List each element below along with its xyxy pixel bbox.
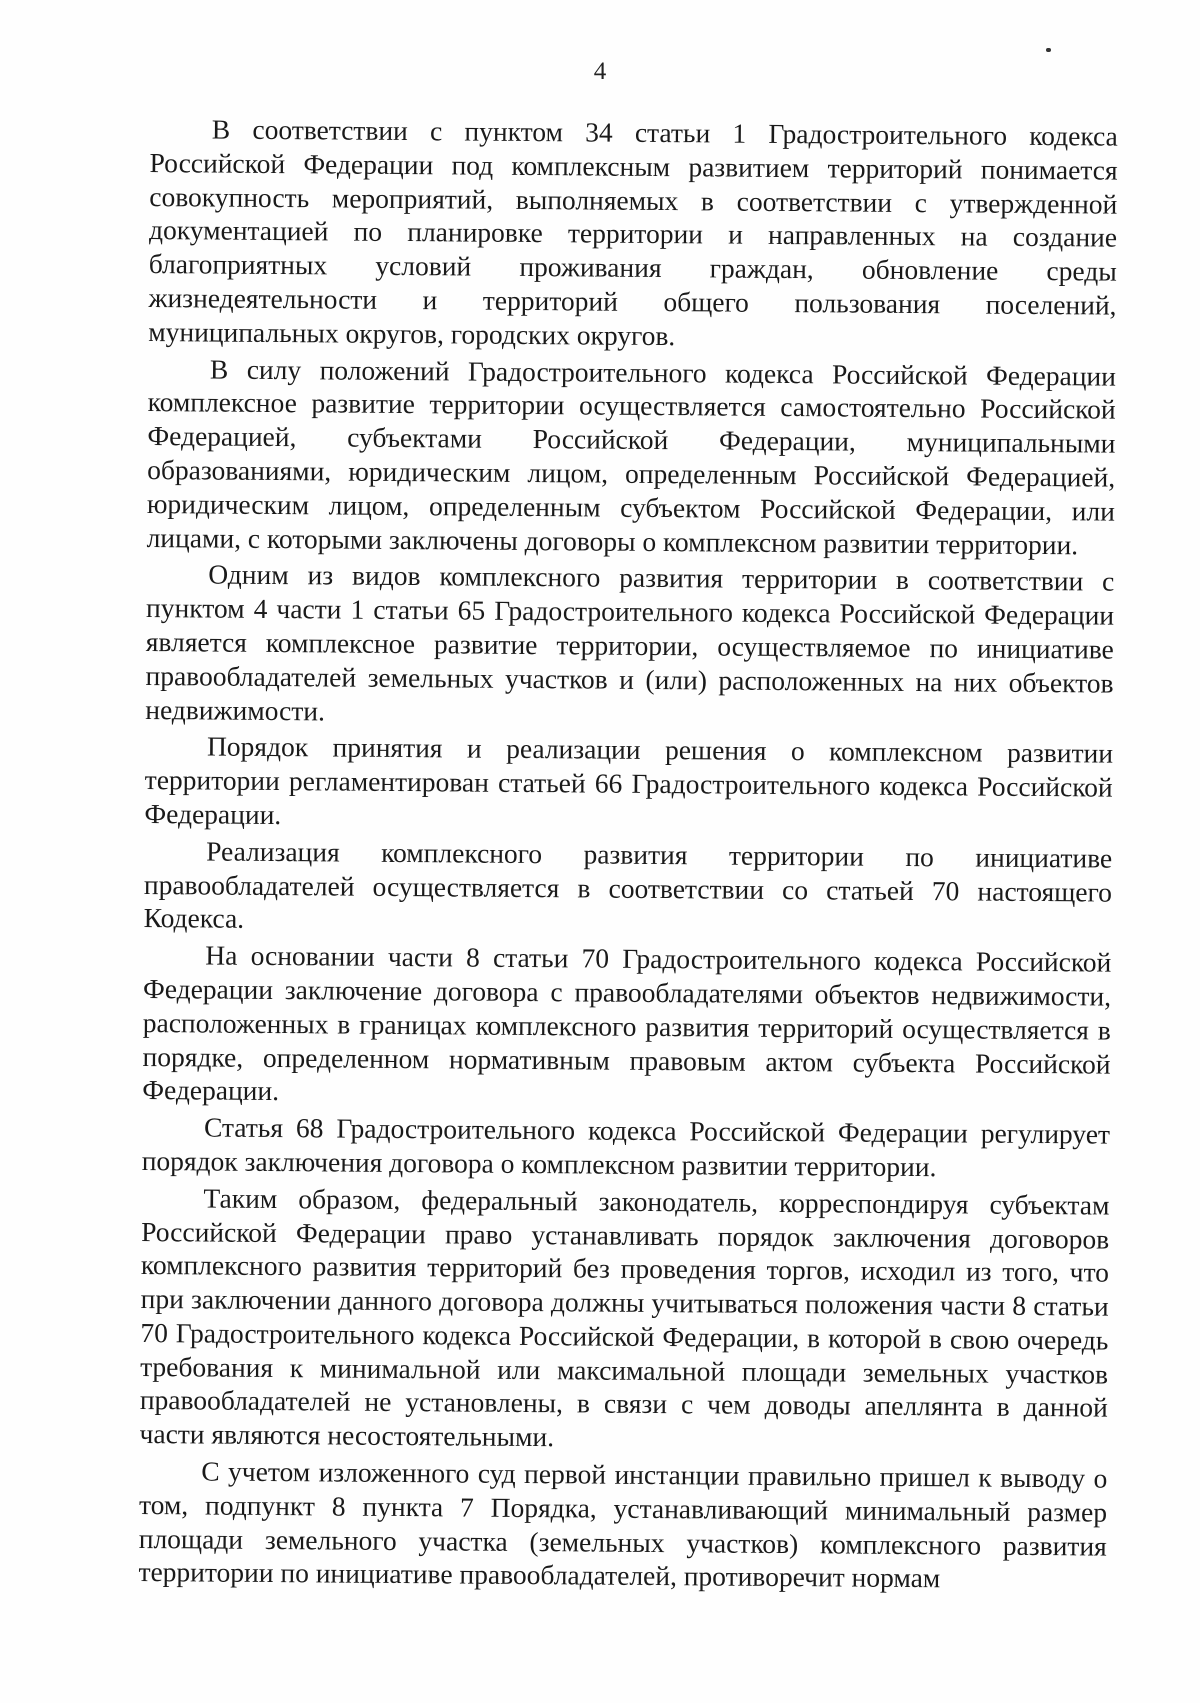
paragraph: Таким образом, федеральный законодатель, корреспондируя субъектам Российской Федерации право устанавливать порядок заключения договоров комплексного развития территорий без проведения торгов, исходил из того, что при заключении данного договора должны учитываться положения части 8 статьи 70 Градостроительного кодекса Российской Федерации, в которой в свою очередь требования к минимальной или максимальной площади земельных участков правообладателей не установлены, в связи с чем доводы апеллянта в данной части являются несостоятельными.	[139, 1182, 1110, 1453]
paragraph: Реализация комплексного развития территории по инициативе правообладателей осуществляется в соответствии со статьей 70 настоящего Кодекса.	[143, 835, 1113, 935]
paragraph: Порядок принятия и реализации решения о комплексном развитии территории регламентирован статьей 66 Градостроительного кодекса Российской Федерации.	[144, 730, 1114, 830]
paragraph: В соответствии с пунктом 34 статьи 1 Градостроительного кодекса Российской Федерации под комплексным развитием территорий понимается совокупность мероприятий, выполняемых в соответствии с утвержденной документацией по планировке территории и направленных на создание благоприятных условий проживания граждан, обновление среды жизнедеятельности и территорий общего пользования поселений, муниципальных округов, городских округов.	[148, 113, 1118, 351]
paragraph: С учетом изложенного суд первой инстанции правильно пришел к выводу о том, подпункт 8 пункта 7 Порядка, устанавливающий минимальный размер площади земельного участка (земельных участков) комплексного развития территории по инициативе правообладателей, противоречит нормам	[138, 1455, 1108, 1594]
paragraph: На основании части 8 статьи 70 Градостроительного кодекса Российской Федерации заключение договора с правообладателями объектов недвижимости, расположенных в границах комплексного развития территорий осуществляется в порядке, определенном нормативным правовым актом субъекта Российской Федерации.	[142, 939, 1112, 1107]
paragraph: Статья 68 Градостроительного кодекса Российской Федерации регулирует порядок заключения договора о комплексном развитии территории.	[141, 1111, 1111, 1183]
page-number: 4	[593, 58, 607, 85]
document-body	[138, 112, 1118, 1600]
scan-mark	[1046, 48, 1051, 52]
paragraph: В силу положений Градостроительного кодекса Российской Федерации комплексное развитие территории осуществляется самостоятельно Российской Федерацией, субъектами Российской Федерации, муниципальными образованиями, юридическим лицом, определенным Российской Федерацией, юридическим лицом, определенным субъектом Российской Федерации, или лицами, с которыми заключены договоры о комплексном развитии территории.	[146, 353, 1117, 560]
paragraph: Одним из видов комплексного развития территории в соответствии с пунктом 4 части 1 статьи 65 Градостроительного кодекса Российской Федерации является комплексное развитие территории, осуществляемое по инициативе правообладателей земельных участков и (или) расположенных на них объектов недвижимости.	[145, 558, 1115, 726]
